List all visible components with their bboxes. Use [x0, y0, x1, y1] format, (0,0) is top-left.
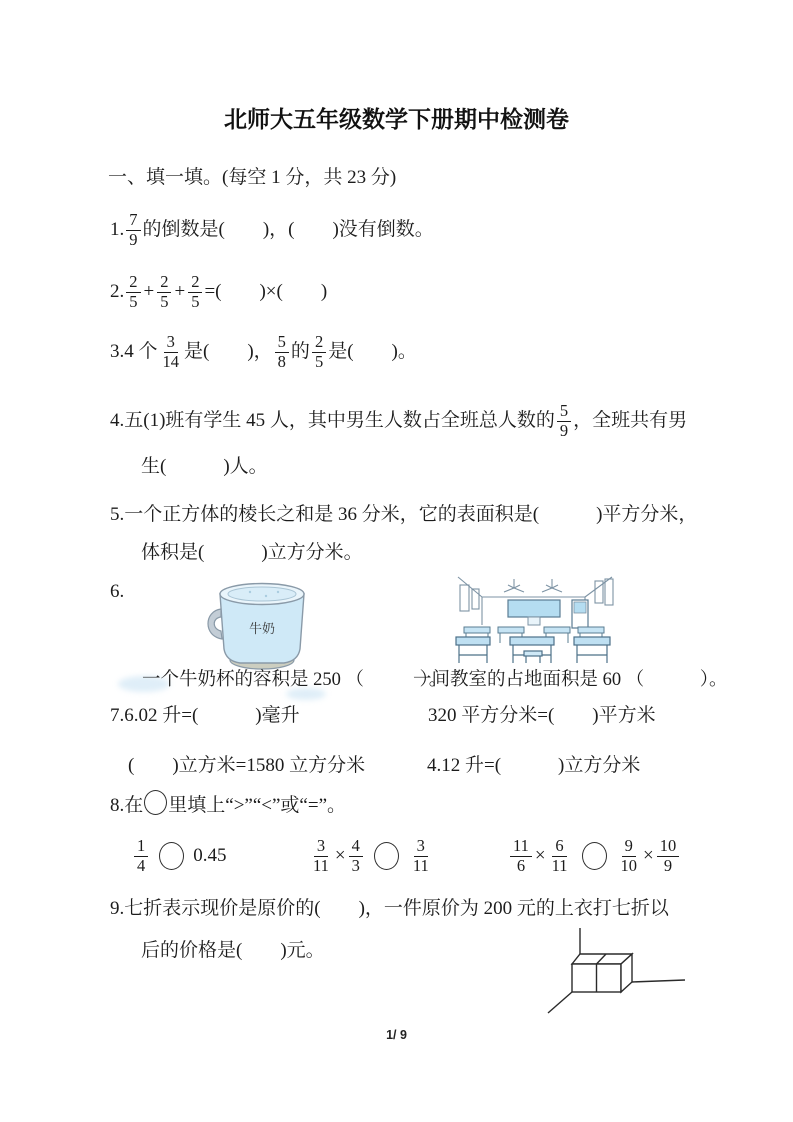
fraction: $\frac{11}{6}$ [510, 837, 532, 875]
answer-circle [582, 842, 607, 870]
comparison-1 [132, 832, 227, 880]
question-6-caption-right: 一间教室的占地面积是 60 （ ）。 [413, 670, 728, 690]
question-5 [110, 503, 697, 527]
question-1 [110, 206, 434, 254]
milk-label: 牛奶 [248, 621, 276, 636]
fraction: $\frac{7}{9}$ [126, 211, 140, 249]
question-2 [110, 268, 327, 316]
fraction: $\frac{3}{11}$ [412, 836, 429, 875]
plus-operator: + [174, 281, 186, 303]
fraction: $\frac{2}{5}$ [157, 273, 171, 311]
question-7-row2-col1: ( )立方米=1580 立方分米 [128, 755, 366, 776]
question-text: 五(1)班有学生 45 人，其中男生人数占全班总人数的 [124, 410, 555, 432]
question-6-caption-left: 一个牛奶杯的容积是 250 （ ）。 [142, 670, 448, 690]
fraction: $\frac{6}{11}$ [551, 836, 568, 875]
question-3 [110, 328, 417, 376]
answer-circle [159, 842, 184, 870]
cuboid-figure [535, 925, 695, 1020]
fraction: $\frac{10}{9}$ [657, 837, 680, 875]
page-number: 1/ 9 [386, 1028, 407, 1042]
question-text: ，全班共有男 [573, 410, 688, 432]
question-number: 4. [110, 410, 125, 432]
fraction: $\frac{3}{11}$ [313, 836, 329, 875]
question-text: =( )×( ) [204, 281, 328, 303]
question-text: 一个正方体的棱长之和是 36 分米，它的表面积是( )平方分米， [124, 504, 698, 525]
fraction: $\frac{9}{10}$ [620, 836, 637, 875]
blackboard [508, 600, 560, 617]
comparison-value: 0.45 [193, 845, 227, 867]
times-operator: × [534, 845, 546, 867]
fraction: $\frac{2}{5}$ [188, 273, 202, 311]
comparison-2 [308, 832, 434, 880]
milk-cup-illustration [200, 581, 322, 671]
question-7-row1-col2: 320 平方分米=( )平方米 [428, 705, 656, 726]
fraction: $\frac{1}{4}$ [134, 837, 148, 875]
page-title: 北师大五年级数学下册期中检测卷 [224, 106, 569, 132]
question-text: 是( )。 [328, 341, 417, 363]
question-7-row1-col1: 7.6.02 升=( )毫升 [110, 705, 300, 726]
question-text: 是( )， [184, 341, 273, 363]
fraction: $\frac{2}{5}$ [312, 333, 326, 371]
classroom-illustration [452, 575, 617, 665]
question-text: 的倒数是( )，( )没有倒数。 [142, 219, 434, 241]
question-5-line-2: 体积是( )立方分米。 [141, 542, 363, 563]
question-number: 1. [110, 219, 125, 241]
fraction: $\frac{3}{14}$ [162, 332, 180, 371]
question-number: 5. [110, 504, 125, 525]
question-9-line-2: 后的价格是( )元。 [141, 940, 325, 961]
question-9: 9.七折表示现价是原价的( )，一件原价为 200 元的上衣打七折以 [110, 898, 669, 919]
question-text: 4 个 [124, 341, 158, 363]
question-8 [110, 793, 346, 818]
fraction: $\frac{5}{8}$ [275, 333, 289, 371]
question-6-number: 6. [110, 581, 125, 602]
question-number: 3. [110, 341, 125, 363]
question-7-row2-col2: 4.12 升=( )立方分米 [427, 755, 641, 776]
section-1-heading: 一、填一填。(每空 1 分，共 23 分) [108, 167, 397, 188]
times-operator: × [334, 845, 346, 867]
question-4 [110, 396, 687, 446]
fraction: $\frac{2}{5}$ [126, 273, 140, 311]
question-number: 2. [110, 281, 125, 303]
plus-operator: + [143, 281, 155, 303]
question-text: 8.在 [110, 794, 144, 816]
question-4-line-2: 生( )人。 [141, 456, 268, 477]
answer-circle [374, 842, 399, 870]
fraction: $\frac{5}{9}$ [557, 402, 571, 440]
times-operator: × [643, 845, 654, 867]
answer-circle [144, 790, 167, 815]
question-text: 的 [290, 341, 310, 363]
fraction: $\frac{4}{3}$ [349, 837, 363, 875]
comparison-3 [508, 832, 681, 880]
question-text: 里填上“>”“<”或“=”。 [168, 794, 347, 816]
